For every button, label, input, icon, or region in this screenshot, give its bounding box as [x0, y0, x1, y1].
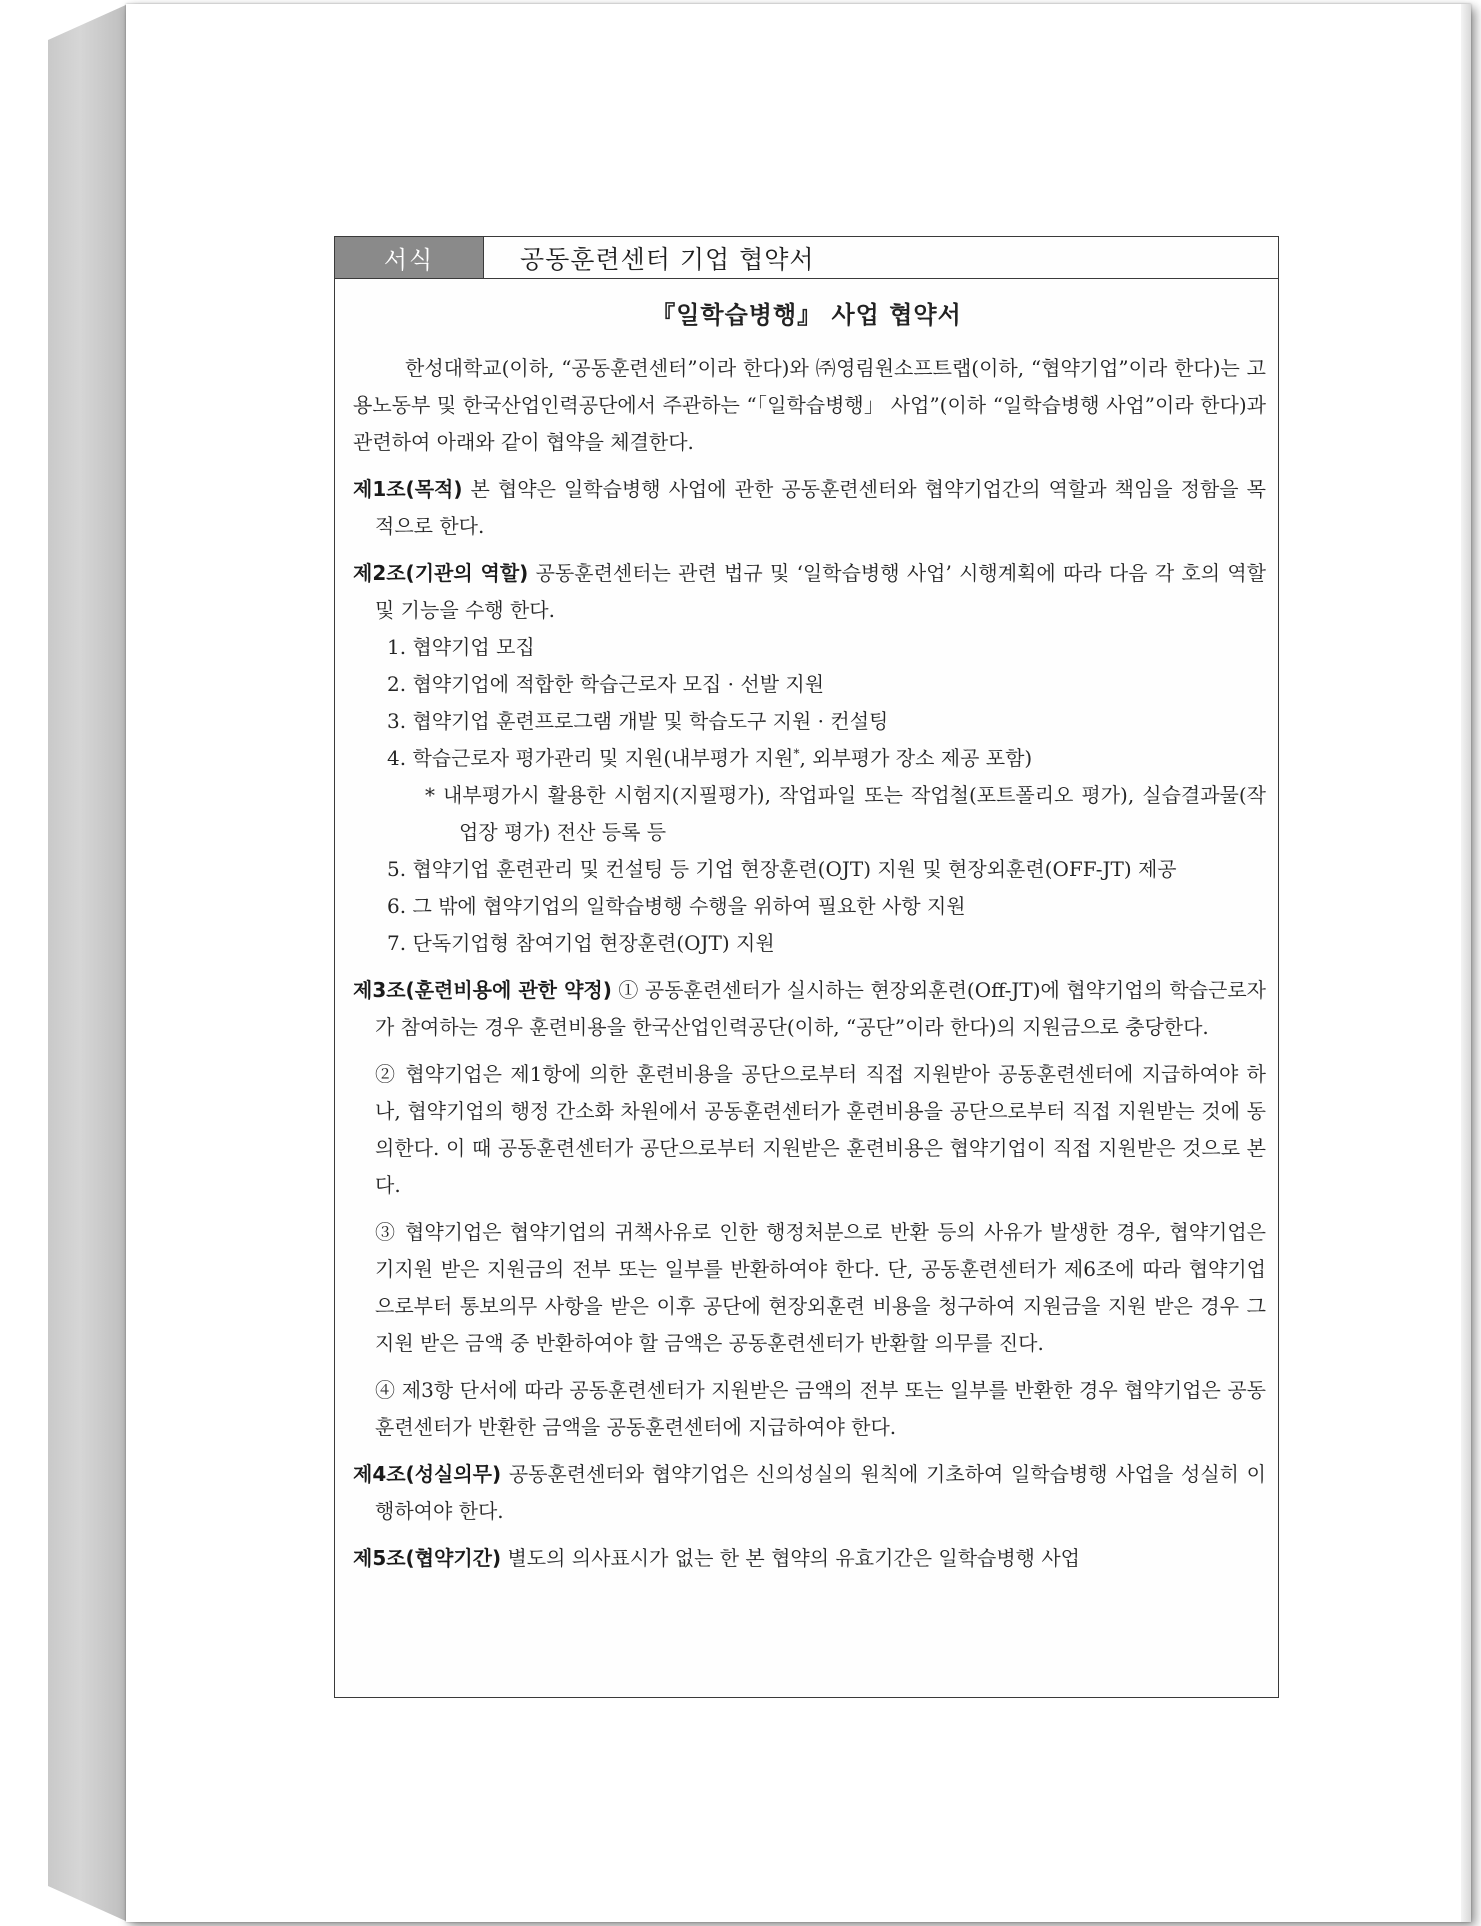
- article-1: [353, 471, 1266, 545]
- intro-paragraph: 한성대학교(이하, “공동훈련센터”이라 한다)와 ㈜영림원소프트랩(이하, “협약기업”이라 한다)는 고용노동부 및 한국산업인력공단에서 주관하는 “「일학습병행」 사업”(이하 “일학습병행 사업”이라 한다)과 관련하여 아래와 같이 협약을 체결한다.: [353, 356, 1266, 454]
- article-3-clause-4: ④ 제3항 단서에 따라 공동훈련센터가 지원받은 금액의 전부 또는 일부를 반환한 경우 협약기업은 공동훈련센터가 반환한 금액을 공동훈련센터에 지급하여야 한다.: [375, 1378, 1266, 1439]
- list-item: 5. 협약기업 훈련관리 및 컨설팅 등 기업 현장훈련(OJT) 지원 및 현장외훈련(OFF-JT) 제공: [387, 857, 1177, 881]
- footnote-note: * 내부평가시 활용한 시험지(지필평가), 작업파일 또는 작업철(포트폴리오 평가), 실습결과물(작업장 평가) 전산 등록 등: [425, 783, 1266, 844]
- form-header: [335, 237, 1278, 279]
- agreement-form: [334, 236, 1279, 1698]
- list-item: 1. 협약기업 모집: [387, 635, 535, 659]
- list-item: [387, 740, 1266, 777]
- article-1-heading: 제1조(목적): [353, 477, 463, 501]
- article-3-body: ① 공동훈련센터가 실시하는 현장외훈련(Off-JT)에 협약기업의 학습근로자가 참여하는 경우 훈련비용을 한국산업인력공단(이하, “공단”이라 한다)의 지원금으로 충당한다.: [375, 978, 1266, 1039]
- article-5-body: 별도의 의사표시가 없는 한 본 협약의 유효기간은 일학습병행 사업: [501, 1546, 1080, 1570]
- page-edge: [1461, 4, 1471, 1922]
- article-2-items: [387, 629, 1266, 777]
- article-5: [353, 1540, 1266, 1577]
- list-item: 7. 단독기업형 참여기업 현장훈련(OJT) 지원: [387, 931, 775, 955]
- article-2-body: 공동훈련센터는 관련 법규 및 ‘일학습병행 사업’ 시행계획에 따라 다음 각 호의 역할 및 기능을 수행 한다.: [375, 561, 1266, 622]
- article-1-body: 본 협약은 일학습병행 사업에 관한 공동훈련센터와 협약기업간의 역할과 책임을 정함을 목적으로 한다.: [375, 477, 1266, 538]
- list-item: 6. 그 밖에 협약기업의 일학습병행 수행을 위하여 필요한 사항 지원: [387, 894, 966, 918]
- document-title: 『일학습병행』 사업 협약서: [651, 301, 962, 329]
- article-3-clause-2: ② 협약기업은 제1항에 의한 훈련비용을 공단으로부터 직접 지원받아 공동훈련센터에 지급하여야 하나, 협약기업의 행정 간소화 차원에서 공동훈련센터가 훈련비용을 공단으로부터 직접 지원받는 것에 동의한다. 이 때 공동훈련센터가 공단으로부터 지원받은 훈련비용은 협약기업이 직접 지원받은 것으로 본다.: [375, 1062, 1266, 1197]
- article-2-heading: 제2조(기관의 역할): [353, 561, 529, 585]
- document-body: [335, 350, 1278, 1577]
- list-item: 3. 협약기업 훈련프로그램 개발 및 학습도구 지원 · 컨설팅: [387, 709, 889, 733]
- form-title: 공동훈련센터 기업 협약서: [483, 237, 1278, 278]
- article-4-heading: 제4조(성실의무): [353, 1462, 502, 1486]
- article-2-items-continued: [387, 851, 1266, 962]
- article-2: [353, 555, 1266, 629]
- article-5-heading: 제5조(협약기간): [353, 1546, 502, 1570]
- form-tag: 서식: [335, 237, 483, 278]
- list-item: 2. 협약기업에 적합한 학습근로자 모집 · 선발 지원: [387, 672, 825, 696]
- article-3-heading: 제3조(훈련비용에 관한 약정): [353, 978, 612, 1002]
- article-4: [353, 1456, 1266, 1530]
- article-4-body: 공동훈련센터와 협약기업은 신의성실의 원칙에 기초하여 일학습병행 사업을 성실히 이행하여야 한다.: [375, 1462, 1266, 1523]
- article-3-clause-3: ③ 협약기업은 협약기업의 귀책사유로 인한 행정처분으로 반환 등의 사유가 발생한 경우, 협약기업은 기지원 받은 지원금의 전부 또는 일부를 반환하여야 한다. 단, 공동훈련센터가 제6조에 따라 협약기업으로부터 통보의무 사항을 받은 이후 공단에 현장외훈련 비용을 청구하여 지원금을 지원 받은 경우 그 지원 받은 금액 중 반환하여야 할 금액은 공동훈련센터가 반환할 의무를 진다.: [375, 1220, 1266, 1355]
- item-4-text-post: , 외부평가 장소 제공 포함): [799, 746, 1033, 770]
- book-spine: [48, 4, 128, 1922]
- footnote-marker: *: [793, 746, 800, 761]
- article-3: [353, 972, 1266, 1046]
- item-4-text-pre: 4. 학습근로자 평가관리 및 지원(내부평가 지원: [387, 746, 794, 770]
